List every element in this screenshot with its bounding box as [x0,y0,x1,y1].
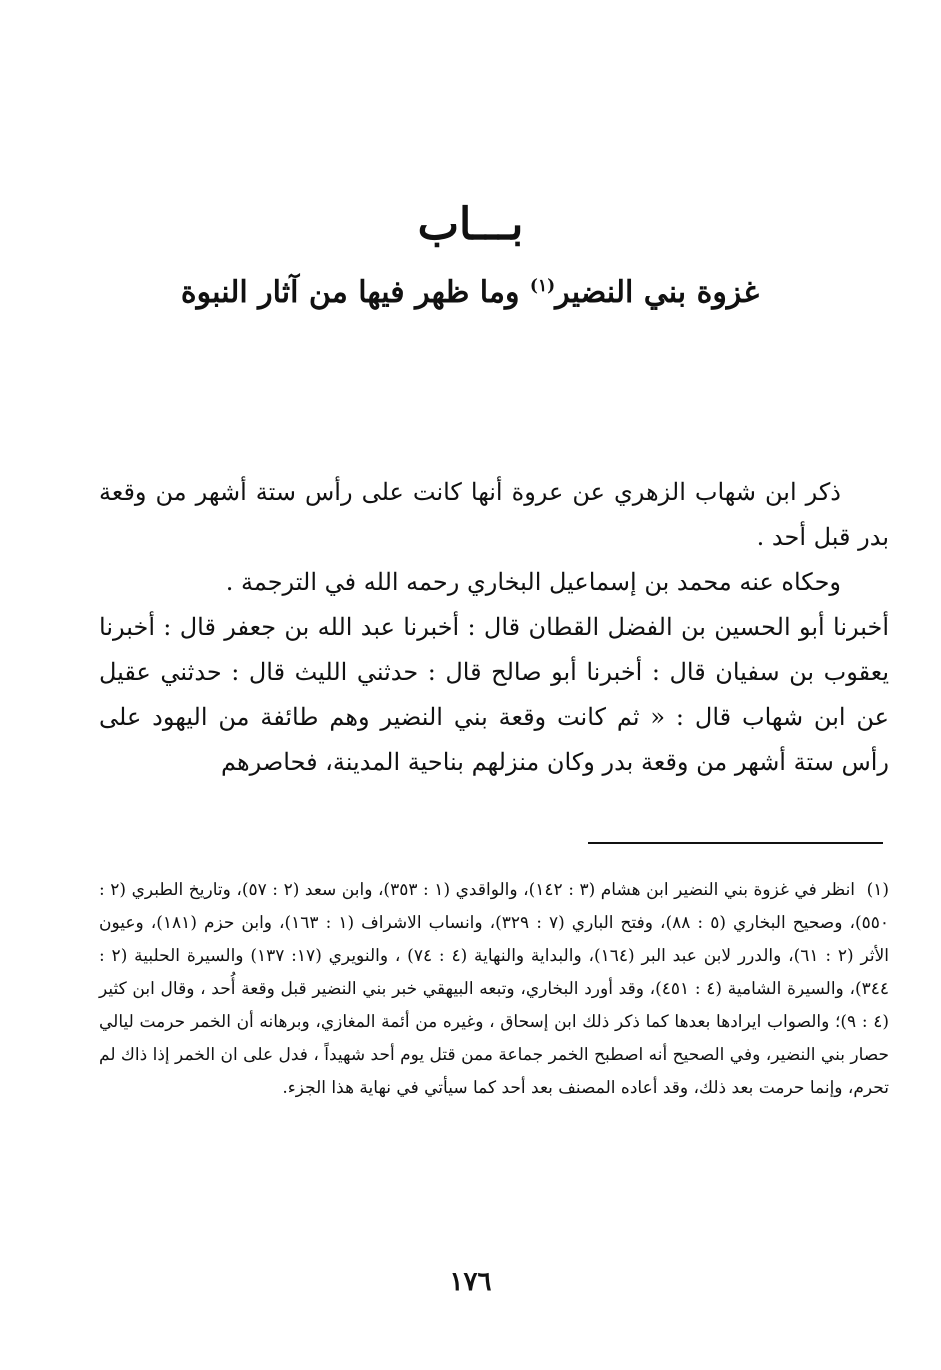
chapter-label: بـــاب [417,199,524,250]
chapter-title-part1: غزوة بني النضير [555,275,760,310]
footnote [99,874,889,1105]
body-text [99,470,889,785]
page-number: ١٧٦ [449,1267,492,1297]
paragraph-1: ذكر ابن شهاب الزهري عن عروة أنها كانت على رأس ستة أشهر من وقعة بدر قبل أحد . [99,478,889,551]
paragraph-2: وحكاه عنه محمد بن إسماعيل البخاري رحمه الله في الترجمة . [225,568,841,596]
chapter-title-part2: وما ظهر فيها من آثار النبوة [180,275,530,310]
chapter-title [120,262,820,317]
paragraph-3: أخبرنا أبو الحسين بن الفضل القطان قال : أخبرنا عبد الله بن جعفر قال : أخبرنا يعقوب بن سفيان قال : أخبرنا أبو صالح قال : حدثني الليث قال : حدثني عقيل عن ابن شهاب قال : « ثم كانت وقعة بني النضير وهم طائفة من اليهود على رأس ستة أشهر من وقعة بدر وكان منزلهم بناحية المدينة، فحاصرهم [99,613,889,776]
footnote-text: انظر في غزوة بني النضير ابن هشام (٣ : ١٤٢)، والواقدي (١ : ٣٥٣)، وابن سعد (٢ : ٥٧)، وتاريخ الطبري (٢ : ٥٥٠)، وصحيح البخاري (٥ : ٨٨)، وفتح الباري (٧ : ٣٢٩)، وانساب الاشراف (١ : ١٦٣)، وابن حزم (١٨١)، وعيون الأثر (٢ : ٦١)، والدرر لابن عبد البر (١٦٤)، والبداية والنهاية (٤ : ٧٤) ، والنويري (١٧: ١٣٧) والسيرة الحلبية (٢ : ٣٤٤)، والسيرة الشامية (٤ : ٤٥١)، وقد أورد البخاري، وتبعه البيهقي خبر بني النضير قبل وقعة أُحد ، وقال ابن كثير (٤ : ٩)؛ والصواب ايرادها بعدها كما ذكر ذلك ابن إسحاق ، وغيره من أئمة المغازي، وبرهانه أن الخمر حرمت ليالي حصار بني النضير، وفي الصحيح أنه اصطبح الخمر جماعة ممن قتل يوم أحد شهيداً ، فدل على ان الخمر إذا ذاك لم تحرم، وإنما حرمت بعد ذلك، وقد أعاده المصنف بعد أحد كما سيأتي في نهاية هذا الجزء. [99,880,889,1098]
footnote-marker: (١) [866,880,889,900]
footnote-divider [588,842,883,844]
footnote-reference: (١) [529,276,556,296]
